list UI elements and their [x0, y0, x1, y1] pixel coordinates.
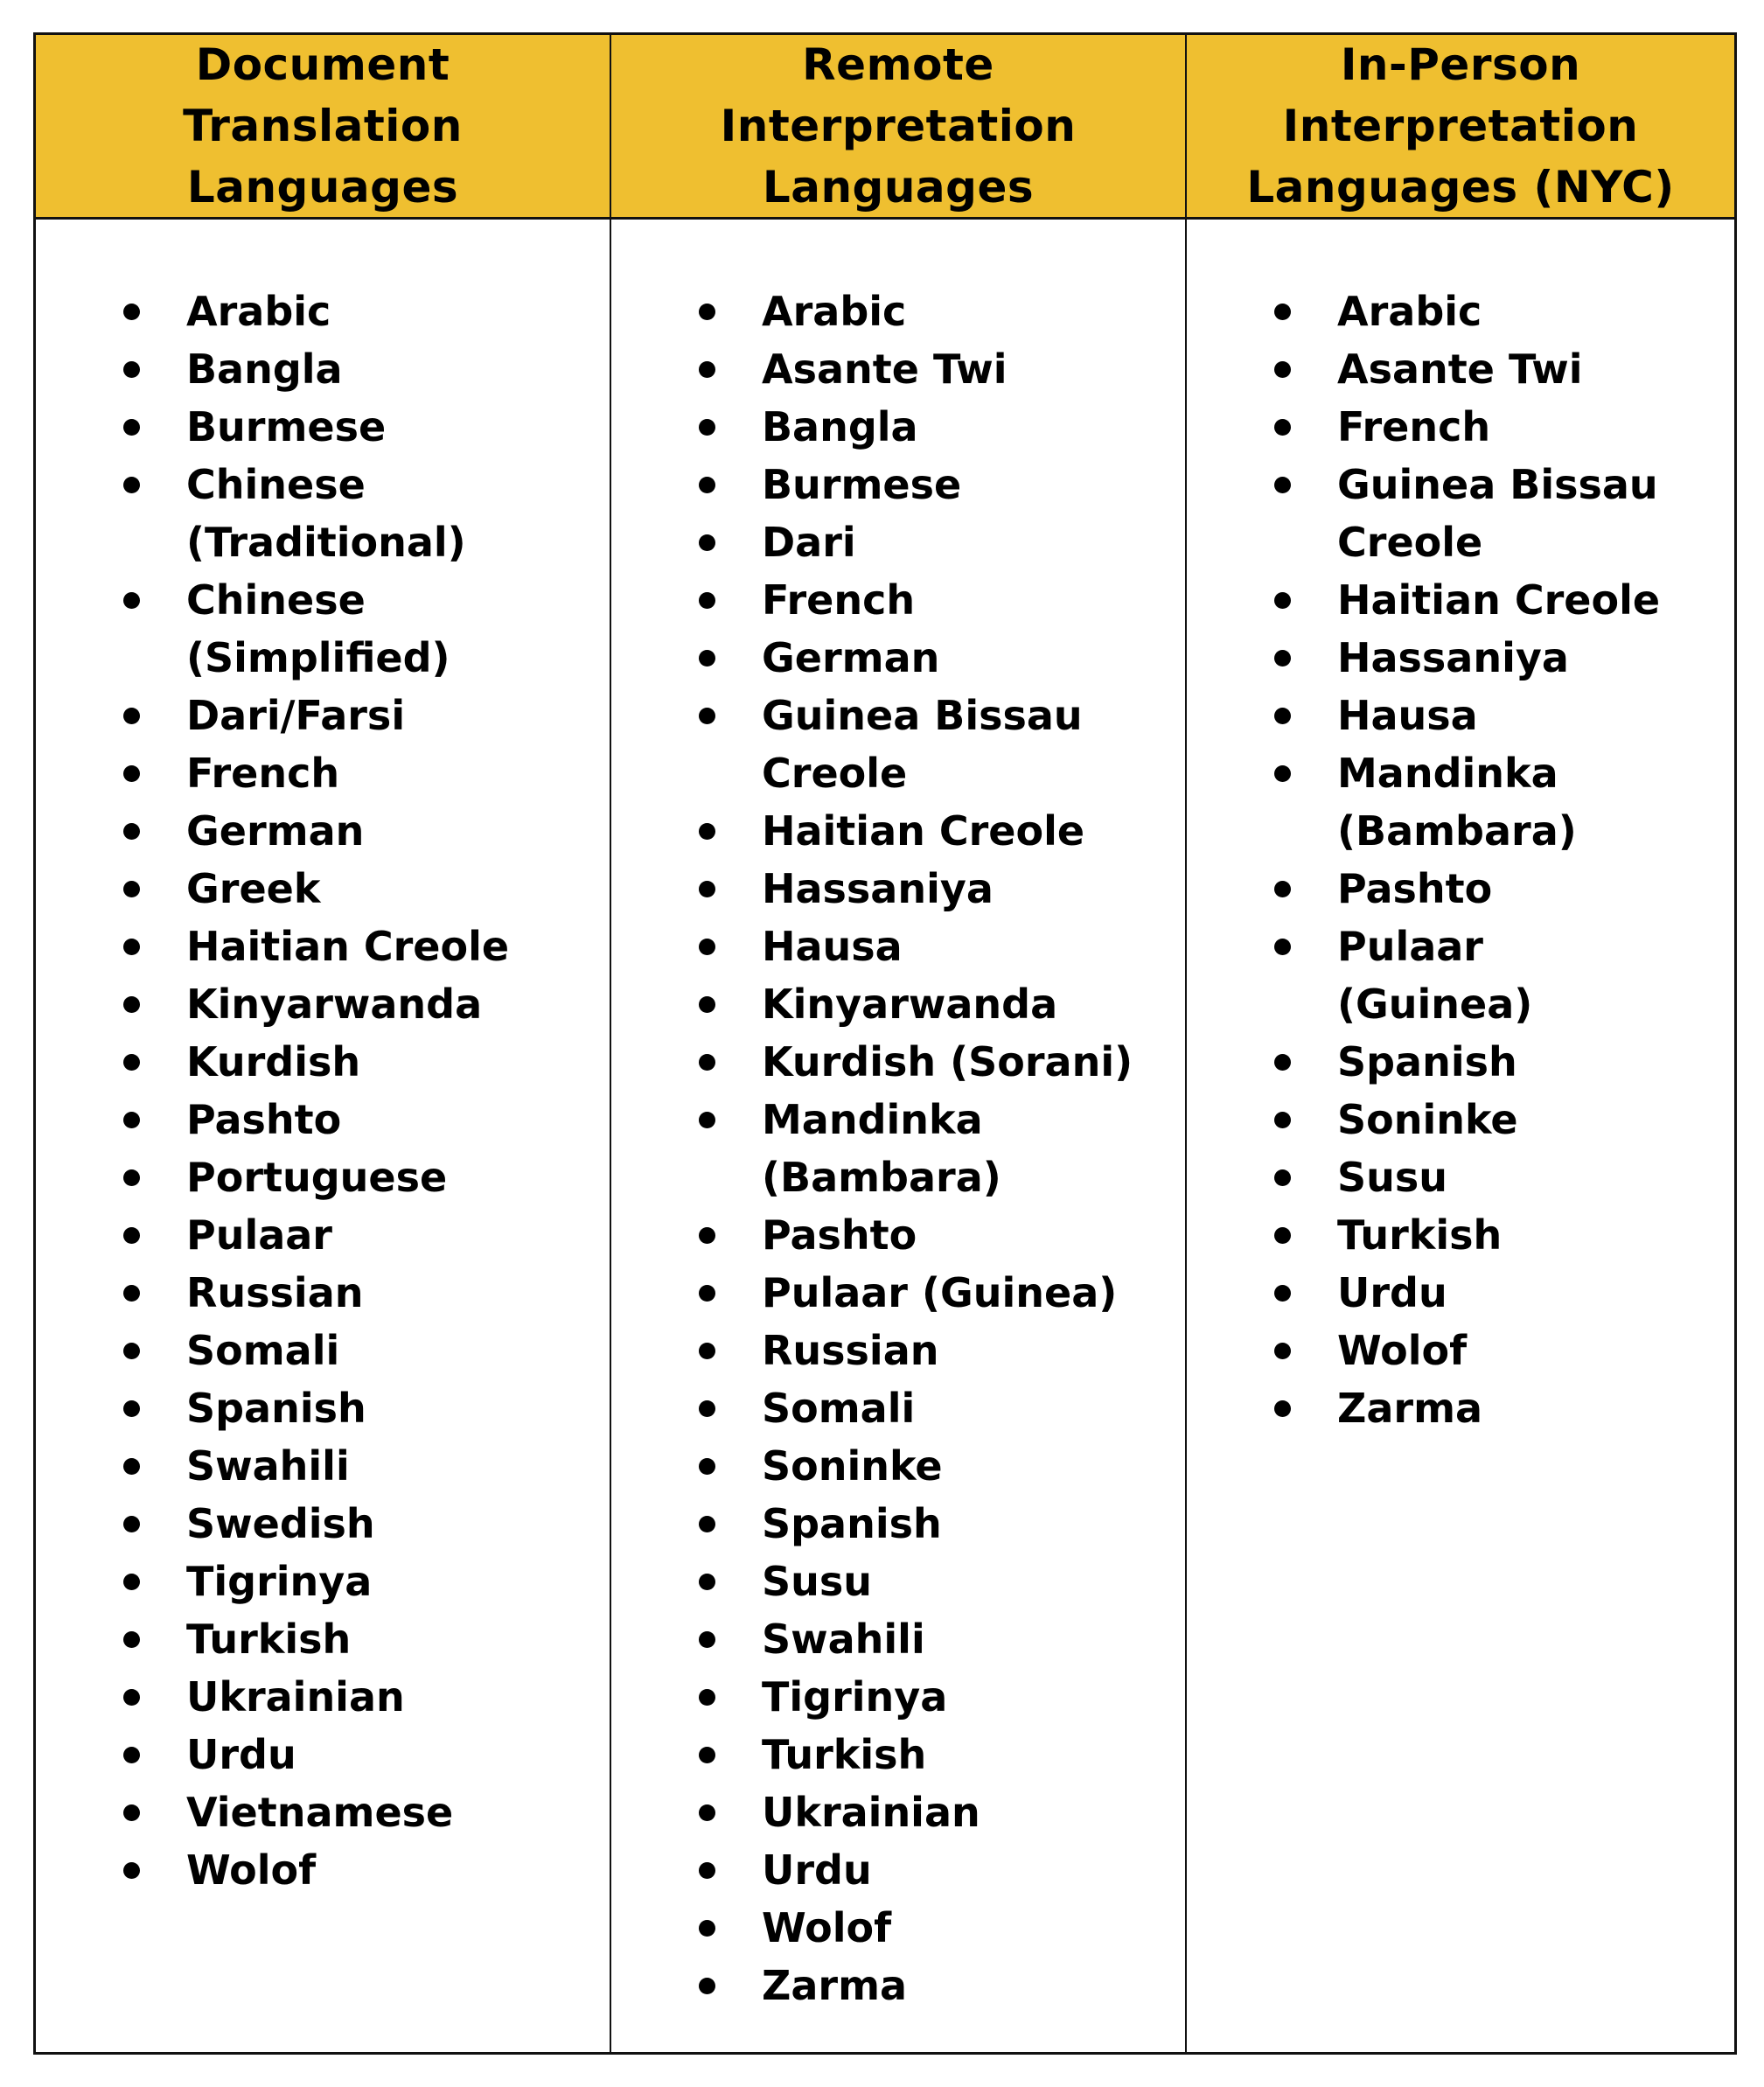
language-list-item: [36, 802, 606, 860]
bullet-icon: [1274, 881, 1291, 897]
language-name: Burmese: [186, 403, 387, 450]
bullet-icon: [1274, 1227, 1291, 1244]
header-line: Languages: [186, 162, 459, 213]
language-list-item: [1187, 1379, 1687, 1437]
language-name: Haitian Creole: [762, 807, 1085, 855]
language-name: Kinyarwanda: [186, 981, 483, 1028]
bullet-icon: [123, 1574, 140, 1590]
language-list-item: [611, 1841, 1164, 1899]
remote-interpretation-cell: [610, 220, 1185, 2052]
bullet-icon: [699, 1054, 715, 1071]
bullet-icon: [699, 477, 715, 493]
language-name: Swahili: [762, 1616, 925, 1663]
language-list-item: [611, 513, 1164, 571]
language-name: Swahili: [186, 1442, 350, 1490]
language-list-item: [1187, 1033, 1687, 1091]
bullet-icon: [123, 823, 140, 840]
language-name: Soninke: [762, 1442, 943, 1490]
language-name: Pulaar: [186, 1211, 332, 1259]
bullet-icon: [699, 1574, 715, 1590]
bullet-icon: [699, 304, 715, 320]
language-list-item: [611, 1610, 1164, 1668]
bullet-icon: [1274, 477, 1291, 493]
language-name: Haitian Creole: [1337, 576, 1661, 624]
language-name: Tigrinya: [762, 1673, 948, 1721]
bullet-icon: [1274, 939, 1291, 955]
bullet-icon: [699, 419, 715, 436]
language-name: Turkish: [186, 1616, 352, 1663]
language-list-item: [36, 918, 606, 975]
bullet-icon: [123, 996, 140, 1013]
language-list-item: [36, 1783, 606, 1841]
language-list-item: [611, 802, 1164, 860]
bullet-icon: [699, 1862, 715, 1879]
language-list-item: [611, 1437, 1164, 1495]
language-name: Arabic: [1337, 288, 1482, 335]
language-list-item: [36, 1610, 606, 1668]
header-line: In-Person: [1340, 39, 1581, 90]
header-in-person-interpretation: [1185, 35, 1734, 220]
language-name: Hausa: [1337, 692, 1478, 739]
language-list-item: [611, 1322, 1164, 1379]
header-line: Languages: [762, 162, 1035, 213]
language-list-item: [36, 1495, 606, 1553]
language-name: Guinea Bissau Creole: [1337, 461, 1658, 566]
bullet-icon: [699, 1112, 715, 1128]
language-list-item: [36, 1379, 606, 1437]
in-person-interpretation-list: [1187, 283, 1734, 1437]
language-name: Vietnamese: [186, 1789, 454, 1836]
language-name: Russian: [762, 1327, 939, 1374]
bullet-icon: [123, 1747, 140, 1763]
language-list-item: [1187, 398, 1687, 456]
language-name: French: [1337, 403, 1491, 450]
language-list-item: [611, 1783, 1164, 1841]
language-list-item: [611, 283, 1164, 340]
bullet-icon: [123, 1804, 140, 1821]
language-list-item: [611, 1553, 1164, 1610]
bullet-icon: [123, 361, 140, 378]
language-name: French: [186, 750, 340, 797]
language-list-item: [1187, 1091, 1687, 1148]
language-name: Urdu: [1337, 1269, 1447, 1316]
language-name: Bangla: [186, 346, 343, 393]
language-list-item: [36, 975, 606, 1033]
language-list-item: [36, 1033, 606, 1091]
language-list-item: [611, 340, 1164, 398]
language-name: Swedish: [186, 1500, 375, 1547]
header-document-translation: [36, 35, 610, 220]
language-list-item: [36, 1553, 606, 1610]
language-name: German: [186, 807, 365, 855]
language-list-item: [611, 456, 1164, 513]
language-name: Kurdish: [186, 1038, 361, 1085]
language-name: Soninke: [1337, 1096, 1518, 1143]
language-list-item: [611, 1379, 1164, 1437]
language-name: Dari: [762, 519, 856, 566]
bullet-icon: [123, 1516, 140, 1532]
languages-table: [33, 32, 1737, 2055]
language-name: Mandinka (Bambara): [762, 1096, 1001, 1201]
language-list-item: [611, 918, 1164, 975]
language-list-item: [36, 1437, 606, 1495]
language-list-item: [36, 1091, 606, 1148]
language-name: Pashto: [186, 1096, 342, 1143]
language-list-item: [1187, 687, 1687, 744]
bullet-icon: [1274, 1054, 1291, 1071]
language-name: Tigrinya: [186, 1558, 373, 1605]
bullet-icon: [699, 708, 715, 724]
language-list-item: [36, 456, 606, 571]
bullet-icon: [123, 1400, 140, 1417]
language-list-item: [611, 1668, 1164, 1726]
language-name: Urdu: [186, 1731, 296, 1778]
language-name: Turkish: [762, 1731, 927, 1778]
bullet-icon: [1274, 650, 1291, 667]
bullet-icon: [699, 650, 715, 667]
language-list-item: [36, 1841, 606, 1899]
language-list-item: [1187, 283, 1687, 340]
header-text: [53, 34, 592, 218]
language-name: Wolof: [186, 1846, 317, 1894]
language-list-item: [1187, 744, 1687, 860]
language-name: Hassaniya: [1337, 634, 1569, 681]
bullet-icon: [699, 1458, 715, 1475]
language-name: Turkish: [1337, 1211, 1503, 1259]
bullet-icon: [699, 1978, 715, 1994]
language-name: French: [762, 576, 916, 624]
language-list-item: [1187, 456, 1687, 571]
language-list-item: [36, 860, 606, 918]
language-list-item: [36, 744, 606, 802]
language-list-item: [36, 687, 606, 744]
bullet-icon: [699, 1804, 715, 1821]
language-list-item: [611, 975, 1164, 1033]
language-name: Arabic: [186, 288, 331, 335]
language-name: Kinyarwanda: [762, 981, 1058, 1028]
bullet-icon: [123, 1169, 140, 1186]
language-list-item: [611, 1899, 1164, 1957]
language-name: Susu: [1337, 1154, 1448, 1201]
language-list-item: [611, 860, 1164, 918]
language-list-item: [611, 1726, 1164, 1783]
language-list-item: [36, 398, 606, 456]
bullet-icon: [123, 592, 140, 609]
language-name: Asante Twi: [1337, 346, 1583, 393]
language-name: Somali: [762, 1385, 916, 1432]
bullet-icon: [699, 1631, 715, 1648]
header-remote-interpretation: [610, 35, 1185, 220]
header-line: Languages (NYC): [1246, 162, 1675, 213]
language-list-item: [611, 1264, 1164, 1322]
bullet-icon: [123, 304, 140, 320]
bullet-icon: [1274, 1112, 1291, 1128]
language-name: Hausa: [762, 923, 903, 970]
language-name: Burmese: [762, 461, 962, 508]
language-list-item: [611, 1091, 1164, 1206]
language-name: Urdu: [762, 1846, 872, 1894]
header-text: [629, 34, 1168, 218]
language-list-item: [611, 571, 1164, 629]
language-name: Somali: [186, 1327, 340, 1374]
language-list-item: [36, 283, 606, 340]
language-list-item: [36, 1264, 606, 1322]
language-name: Pulaar (Guinea): [762, 1269, 1118, 1316]
header-line: Document Translation: [183, 39, 463, 151]
language-name: Mandinka (Bambara): [1337, 750, 1577, 855]
language-list-item: [611, 1957, 1164, 2014]
language-name: Zarma: [762, 1962, 908, 2009]
language-name: Wolof: [1337, 1327, 1468, 1374]
language-name: Pulaar (Guinea): [1337, 923, 1533, 1028]
header-line: Remote Interpretation: [720, 39, 1077, 151]
language-list-item: [611, 687, 1164, 802]
bullet-icon: [699, 1400, 715, 1417]
language-list-item: [36, 1148, 606, 1206]
bullet-icon: [123, 765, 140, 782]
language-list-item: [36, 1668, 606, 1726]
bullet-icon: [123, 708, 140, 724]
bullet-icon: [699, 1227, 715, 1244]
language-list-item: [611, 1033, 1164, 1091]
bullet-icon: [1274, 1343, 1291, 1359]
language-list-item: [611, 1206, 1164, 1264]
bullet-icon: [699, 1285, 715, 1302]
language-name: German: [762, 634, 940, 681]
bullet-icon: [123, 1689, 140, 1706]
bullet-icon: [1274, 708, 1291, 724]
bullet-icon: [123, 1112, 140, 1128]
bullet-icon: [1274, 304, 1291, 320]
language-name: Bangla: [762, 403, 918, 450]
bullet-icon: [123, 939, 140, 955]
header-text: [1246, 34, 1674, 218]
bullet-icon: [1274, 592, 1291, 609]
language-name: Haitian Creole: [186, 923, 510, 970]
bullet-icon: [1274, 361, 1291, 378]
language-list-item: [1187, 1264, 1687, 1322]
bullet-icon: [699, 823, 715, 840]
language-name: Susu: [762, 1558, 873, 1605]
bullet-icon: [1274, 1285, 1291, 1302]
bullet-icon: [699, 939, 715, 955]
language-name: Pashto: [762, 1211, 917, 1259]
language-name: Arabic: [762, 288, 907, 335]
language-list-item: [1187, 1206, 1687, 1264]
language-list-item: [1187, 918, 1687, 1033]
bullet-icon: [123, 1862, 140, 1879]
bullet-icon: [123, 1285, 140, 1302]
bullet-icon: [1274, 765, 1291, 782]
bullet-icon: [123, 881, 140, 897]
language-name: Ukrainian: [186, 1673, 405, 1721]
language-name: Spanish: [1337, 1038, 1517, 1085]
remote-interpretation-list: [611, 283, 1185, 2014]
language-list-item: [36, 340, 606, 398]
language-name: Ukrainian: [762, 1789, 980, 1836]
language-list-item: [611, 398, 1164, 456]
language-name: Spanish: [186, 1385, 366, 1432]
language-name: Zarma: [1337, 1385, 1483, 1432]
bullet-icon: [699, 1920, 715, 1937]
language-name: Asante Twi: [762, 346, 1008, 393]
bullet-icon: [699, 996, 715, 1013]
language-name: Wolof: [762, 1904, 892, 1951]
language-list-item: [1187, 1322, 1687, 1379]
language-name: Greek: [186, 865, 321, 912]
language-list-item: [1187, 1148, 1687, 1206]
language-name: Chinese (Simplified): [186, 576, 450, 681]
bullet-icon: [123, 1458, 140, 1475]
bullet-icon: [699, 361, 715, 378]
language-name: Hassaniya: [762, 865, 994, 912]
language-list-item: [611, 629, 1164, 687]
language-name: Russian: [186, 1269, 364, 1316]
language-list-item: [36, 1206, 606, 1264]
language-list-item: [1187, 860, 1687, 918]
bullet-icon: [699, 592, 715, 609]
bullet-icon: [123, 1227, 140, 1244]
language-list-item: [1187, 340, 1687, 398]
document-translation-list: [36, 283, 610, 1899]
language-list-item: [36, 1322, 606, 1379]
language-name: Guinea Bissau Creole: [762, 692, 1083, 797]
bullet-icon: [1274, 1400, 1291, 1417]
language-list-item: [611, 1495, 1164, 1553]
header-line: Interpretation: [1282, 101, 1639, 151]
bullet-icon: [1274, 419, 1291, 436]
language-name: Pashto: [1337, 865, 1493, 912]
document-translation-cell: [36, 220, 610, 2052]
bullet-icon: [699, 881, 715, 897]
language-list-item: [36, 1726, 606, 1783]
bullet-icon: [1274, 1169, 1291, 1186]
bullet-icon: [123, 1054, 140, 1071]
bullet-icon: [123, 477, 140, 493]
language-name: Chinese (Traditional): [186, 461, 466, 566]
bullet-icon: [699, 534, 715, 551]
bullet-icon: [699, 1343, 715, 1359]
language-name: Dari/Farsi: [186, 692, 406, 739]
language-name: Kurdish (Sorani): [762, 1038, 1133, 1085]
language-name: Spanish: [762, 1500, 942, 1547]
language-list-item: [1187, 629, 1687, 687]
bullet-icon: [123, 419, 140, 436]
bullet-icon: [699, 1516, 715, 1532]
language-list-item: [1187, 571, 1687, 629]
bullet-icon: [123, 1343, 140, 1359]
bullet-icon: [699, 1689, 715, 1706]
language-name: Portuguese: [186, 1154, 448, 1201]
bullet-icon: [123, 1631, 140, 1648]
in-person-interpretation-cell: [1185, 220, 1734, 2052]
language-list-item: [36, 571, 606, 687]
bullet-icon: [699, 1747, 715, 1763]
